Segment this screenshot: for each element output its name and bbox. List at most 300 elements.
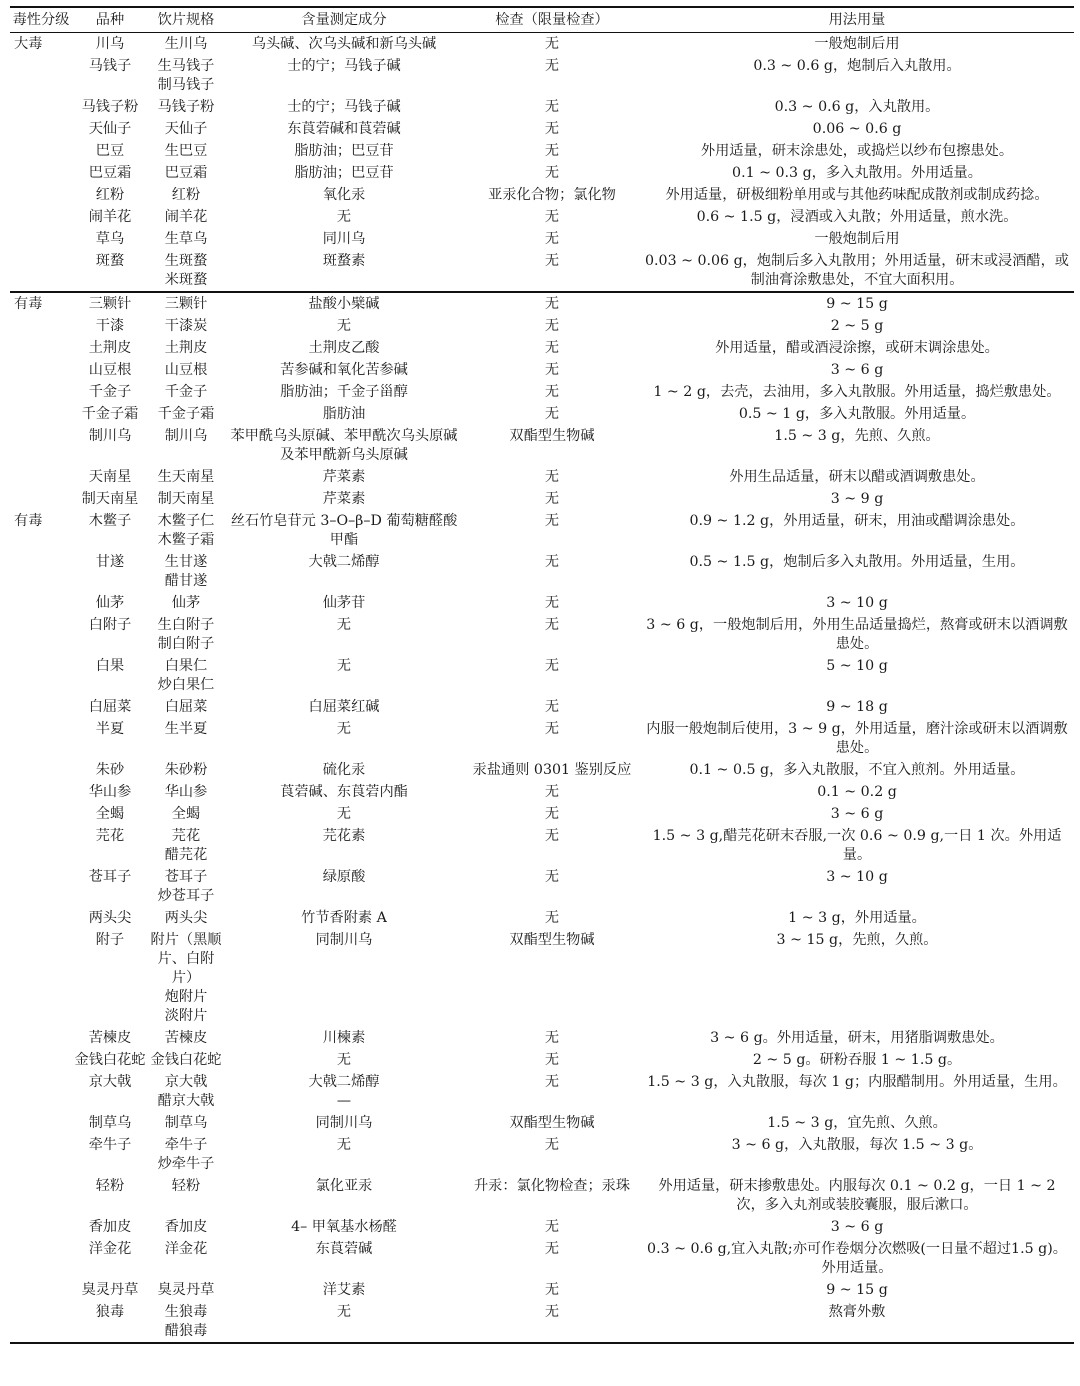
cell-slice-spec <box>148 359 224 381</box>
cell-variety: 甘遂 <box>95 554 125 570</box>
cell-slice-spec <box>148 292 224 315</box>
cell-slice-spec <box>148 866 224 907</box>
cell-content-assay: 氧化汞 <box>322 187 366 203</box>
table-row <box>10 359 1074 381</box>
cell-toxicity <box>10 381 72 403</box>
cell-limit-check: 双酯型生物碱 <box>509 932 595 948</box>
cell-content-assay: 绿原酸 <box>322 869 366 885</box>
cell-slice-spec <box>148 759 224 781</box>
table-row <box>10 488 1074 510</box>
cell-slice-spec <box>148 1301 224 1343</box>
cell-toxicity: 有毒 <box>14 296 43 312</box>
slice-spec-item: 洋金花 <box>164 1241 208 1257</box>
slice-spec-item: 生半夏 <box>164 721 208 737</box>
cell-slice-spec <box>148 696 224 718</box>
cell-limit-check: 无 <box>544 165 560 181</box>
slice-spec-item: 华山参 <box>164 784 208 800</box>
cell-slice-spec <box>148 184 224 206</box>
slice-spec-item: 炮附片 <box>164 989 208 1005</box>
cell-content-assay: 无 <box>336 209 352 225</box>
cell-limit-check: 无 <box>544 658 560 674</box>
slice-spec-item: 生川乌 <box>164 36 208 52</box>
slice-spec-item: 土荆皮 <box>164 340 208 356</box>
cell-content-assay: 芫花素 <box>322 828 366 844</box>
slice-spec-item: 红粉 <box>171 187 201 203</box>
cell-variety: 华山参 <box>88 784 132 800</box>
cell-usage-dosage: 0.5 ~ 1.5 g，炮制后多入丸散用。外用适量，生用。 <box>689 554 1025 570</box>
cell-content-assay: 硫化汞 <box>322 762 366 778</box>
cell-variety: 巴豆霜 <box>88 165 132 181</box>
cell-usage-dosage: 0.9 ~ 1.2 g，外用适量，研末，用油或醋调涂患处。 <box>689 513 1025 529</box>
cell-usage-dosage: 3 ~ 9 g <box>830 491 884 507</box>
cell-toxicity <box>10 614 72 655</box>
slice-spec-item: 附片（黑顺片、白附片） <box>150 932 222 986</box>
slice-spec-item: 生巴豆 <box>164 143 208 159</box>
cell-limit-check: 无 <box>544 121 560 137</box>
slice-spec-item: 山豆根 <box>164 362 208 378</box>
cell-slice-spec <box>148 1112 224 1134</box>
cell-variety: 附子 <box>95 932 125 948</box>
cell-slice-spec <box>148 1238 224 1279</box>
cell-variety: 全蝎 <box>95 806 125 822</box>
cell-limit-check: 无 <box>544 1282 560 1298</box>
table-row <box>10 425 1074 466</box>
cell-slice-spec <box>148 592 224 614</box>
cell-slice-spec <box>148 825 224 866</box>
cell-slice-spec <box>148 803 224 825</box>
slice-spec-item: 香加皮 <box>164 1219 208 1235</box>
cell-limit-check: 无 <box>544 406 560 422</box>
cell-variety: 白果 <box>95 658 125 674</box>
cell-limit-check: 无 <box>544 554 560 570</box>
table-row <box>10 1216 1074 1238</box>
cell-variety: 巴豆 <box>95 143 125 159</box>
slice-spec-item: 天仙子 <box>164 121 208 137</box>
slice-spec-item: 生天南星 <box>157 469 215 485</box>
table-row <box>10 592 1074 614</box>
table-row <box>10 614 1074 655</box>
cell-usage-dosage: 2 ~ 5 g。研粉吞服 1 ~ 1.5 g。 <box>752 1052 962 1068</box>
cell-content-assay: 无 <box>336 1304 352 1320</box>
cell-variety: 半夏 <box>95 721 125 737</box>
slice-spec-item: 生斑蝥 <box>164 253 208 269</box>
header-limit-check: 检查（限量检查） <box>495 11 609 28</box>
cell-content-assay: 士的宁；马钱子碱 <box>287 58 401 74</box>
cell-usage-dosage: 0.03 ~ 0.06 g，炮制后多入丸散用；外用适量，研末或浸酒醋，或制油膏涂敷患处，不宜大面积用。 <box>645 253 1069 288</box>
cell-usage-dosage: 内服一般炮制后使用，3 ~ 9 g，外用适量，磨汁涂或研末以酒调敷患处。 <box>646 721 1068 756</box>
table-row <box>10 1049 1074 1071</box>
cell-content-assay: 无 <box>336 721 352 737</box>
table-row <box>10 510 1074 551</box>
cell-limit-check: 无 <box>544 1304 560 1320</box>
cell-slice-spec <box>148 118 224 140</box>
slice-spec-item: 仙茅 <box>171 595 201 611</box>
cell-slice-spec <box>148 425 224 466</box>
slice-spec-item: 苦楝皮 <box>164 1030 208 1046</box>
slice-spec-item: 三颗针 <box>164 296 208 312</box>
cell-usage-dosage: 0.06 ~ 0.6 g <box>812 121 902 137</box>
cell-toxicity <box>10 315 72 337</box>
slice-spec-item: 金钱白花蛇 <box>150 1052 222 1068</box>
cell-variety: 川乌 <box>95 36 125 52</box>
cell-toxicity <box>10 718 72 759</box>
cell-usage-dosage: 外用生品适量，研末以醋或酒调敷患处。 <box>729 469 985 485</box>
cell-slice-spec <box>148 929 224 1027</box>
table-body <box>10 33 1074 1344</box>
cell-usage-dosage: 一般炮制后用 <box>814 36 900 52</box>
cell-toxicity <box>10 55 72 96</box>
cell-limit-check: 无 <box>544 99 560 115</box>
cell-limit-check: 无 <box>544 231 560 247</box>
cell-variety: 白附子 <box>88 617 132 633</box>
cell-slice-spec <box>148 33 224 56</box>
cell-toxicity: 大毒 <box>14 36 43 52</box>
cell-content-assay: 士的宁；马钱子碱 <box>287 99 401 115</box>
cell-variety: 金钱白花蛇 <box>74 1052 146 1068</box>
cell-content-assay: 土荆皮乙酸 <box>308 340 380 356</box>
table-row <box>10 551 1074 592</box>
slice-spec-item: 两头尖 <box>164 910 208 926</box>
cell-variety: 草乌 <box>95 231 125 247</box>
table-row <box>10 1027 1074 1049</box>
cell-usage-dosage: 0.6 ~ 1.5 g，浸酒或入丸散；外用适量，煎水洗。 <box>696 209 1018 225</box>
cell-limit-check: 无 <box>544 721 560 737</box>
slice-spec-item: 巴豆霜 <box>164 165 208 181</box>
cell-content-assay: 洋艾素 <box>322 1282 366 1298</box>
table-row <box>10 1238 1074 1279</box>
table-row <box>10 1134 1074 1175</box>
table-row <box>10 184 1074 206</box>
cell-slice-spec <box>148 228 224 250</box>
slice-spec-item: 京大戟 <box>164 1074 208 1090</box>
cell-content-assay: 无 <box>336 806 352 822</box>
slice-spec-item: 醋狼毒 <box>164 1323 208 1339</box>
cell-limit-check: 无 <box>544 491 560 507</box>
cell-variety: 臭灵丹草 <box>81 1282 139 1298</box>
cell-usage-dosage: 2 ~ 5 g <box>830 318 884 334</box>
cell-toxicity <box>10 250 72 292</box>
cell-variety: 天南星 <box>88 469 132 485</box>
cell-usage-dosage: 1.5 ~ 3 g，宜先煎、久煎。 <box>767 1115 947 1131</box>
slice-spec-item: 制川乌 <box>164 428 208 444</box>
cell-variety: 干漆 <box>95 318 125 334</box>
cell-limit-check: 无 <box>544 209 560 225</box>
cell-content-assay: 芹菜素 <box>322 469 366 485</box>
table-row <box>10 1071 1074 1112</box>
table-header-row <box>10 7 1074 33</box>
cell-content-assay: 同制川乌 <box>315 932 373 948</box>
slice-spec-item: 臭灵丹草 <box>157 1282 215 1298</box>
slice-spec-item: 芫花 <box>171 828 201 844</box>
cell-usage-dosage: 1 ~ 2 g，去壳，去油用，多入丸散服。外用适量，捣烂敷患处。 <box>653 384 1061 400</box>
table-row <box>10 907 1074 929</box>
cell-content-assay: 乌头碱、次乌头碱和新乌头碱 <box>251 36 437 52</box>
cell-usage-dosage: 0.1 ~ 0.5 g，多入丸散服，不宜入煎剂。外用适量。 <box>689 762 1025 778</box>
cell-variety: 苦楝皮 <box>88 1030 132 1046</box>
cell-limit-check: 无 <box>544 595 560 611</box>
table-row <box>10 250 1074 292</box>
slice-spec-item: 生草乌 <box>164 231 208 247</box>
table-row <box>10 315 1074 337</box>
slice-spec-item: 炒牵牛子 <box>157 1156 215 1172</box>
slice-spec-item: 制马钱子 <box>157 77 215 93</box>
table-row <box>10 759 1074 781</box>
toxic-herbs-table <box>10 6 1074 1344</box>
cell-limit-check: 双酯型生物碱 <box>509 428 595 444</box>
cell-content-assay: 氯化亚汞 <box>315 1178 373 1194</box>
table-row <box>10 1112 1074 1134</box>
cell-variety: 千金子霜 <box>81 406 139 422</box>
slice-spec-item: 醋芫花 <box>164 847 208 863</box>
cell-usage-dosage: 1.5 ~ 3 g,醋芫花研末吞服,一次 0.6 ~ 0.9 g,一日 1 次。外用适量。 <box>652 828 1062 863</box>
cell-usage-dosage: 3 ~ 15 g，先煎，久煎。 <box>776 932 938 948</box>
cell-usage-dosage: 5 ~ 10 g <box>826 658 888 674</box>
cell-content-assay: 无 <box>336 318 352 334</box>
cell-limit-check: 无 <box>544 910 560 926</box>
slice-spec-item: 木鳖子仁 <box>157 513 215 529</box>
cell-variety: 天仙子 <box>88 121 132 137</box>
cell-limit-check: 无 <box>544 143 560 159</box>
table-row <box>10 803 1074 825</box>
cell-limit-check: 无 <box>544 340 560 356</box>
cell-variety: 斑蝥 <box>95 253 125 269</box>
cell-limit-check: 无 <box>544 253 560 269</box>
cell-limit-check: 无 <box>544 617 560 633</box>
cell-toxicity <box>10 1134 72 1175</box>
cell-slice-spec <box>148 250 224 292</box>
cell-toxicity <box>10 466 72 488</box>
cell-variety: 马钱子粉 <box>81 99 139 115</box>
cell-usage-dosage: 1 ~ 3 g，外用适量。 <box>788 910 926 926</box>
slice-spec-item: 制白附子 <box>157 636 215 652</box>
slice-spec-item: 醋甘遂 <box>164 573 208 589</box>
table-row <box>10 228 1074 250</box>
cell-usage-dosage: 外用适量，研极细粉单用或与其他药味配成散剂或制成药捻。 <box>665 187 1049 203</box>
cell-content-assay: 同川乌 <box>322 231 366 247</box>
cell-variety: 香加皮 <box>88 1219 132 1235</box>
cell-toxicity <box>10 425 72 466</box>
cell-usage-dosage: 9 ~ 15 g <box>826 1282 888 1298</box>
slice-spec-item: 苍耳子 <box>164 869 208 885</box>
cell-toxicity <box>10 1279 72 1301</box>
cell-toxicity <box>10 1216 72 1238</box>
slice-spec-item: 牵牛子 <box>164 1137 208 1153</box>
slice-spec-item: 朱砂粉 <box>164 762 208 778</box>
toxic-herbs-table-page <box>10 6 1074 1344</box>
cell-usage-dosage: 外用适量，醋或酒浸涂擦，或研末调涂患处。 <box>715 340 999 356</box>
cell-toxicity <box>10 228 72 250</box>
slice-spec-item: 米斑蝥 <box>164 272 208 288</box>
cell-limit-check: 无 <box>544 1074 560 1090</box>
cell-toxicity <box>10 118 72 140</box>
table-row <box>10 140 1074 162</box>
cell-toxicity <box>10 696 72 718</box>
table-row <box>10 1301 1074 1343</box>
cell-variety: 制草乌 <box>88 1115 132 1131</box>
slice-spec-item: 生甘遂 <box>164 554 208 570</box>
cell-variety: 仙茅 <box>95 595 125 611</box>
table-row <box>10 781 1074 803</box>
cell-limit-check: 无 <box>544 362 560 378</box>
cell-variety: 闹羊花 <box>88 209 132 225</box>
cell-content-assay: 仙茅苷 <box>322 595 366 611</box>
cell-usage-dosage: 9 ~ 15 g <box>826 296 888 312</box>
cell-slice-spec <box>148 551 224 592</box>
cell-variety: 红粉 <box>95 187 125 203</box>
table-row <box>10 929 1074 1027</box>
cell-slice-spec <box>148 781 224 803</box>
cell-slice-spec <box>148 1279 224 1301</box>
table-row <box>10 206 1074 228</box>
cell-limit-check: 双酯型生物碱 <box>509 1115 595 1131</box>
cell-limit-check: 无 <box>544 1241 560 1257</box>
slice-spec-item: 木鳖子霜 <box>157 532 215 548</box>
slice-spec-item: 千金子霜 <box>157 406 215 422</box>
cell-variety: 狼毒 <box>95 1304 125 1320</box>
slice-spec-item: 轻粉 <box>171 1178 201 1194</box>
cell-limit-check: 无 <box>544 513 560 529</box>
cell-slice-spec <box>148 337 224 359</box>
slice-spec-item: 全蝎 <box>171 806 201 822</box>
cell-toxicity <box>10 1301 72 1343</box>
table-row <box>10 337 1074 359</box>
cell-usage-dosage: 3 ~ 6 g。外用适量，研末，用猪脂调敷患处。 <box>710 1030 1004 1046</box>
slice-spec-item: 干漆炭 <box>164 318 208 334</box>
cell-content-assay: 脂肪油；巴豆苷 <box>294 143 394 159</box>
cell-toxicity <box>10 1049 72 1071</box>
cell-content-assay: 无 <box>336 1052 352 1068</box>
cell-usage-dosage: 3 ~ 6 g，一般炮制后用，外用生品适量捣烂，熬膏或研末以酒调敷患处。 <box>646 617 1068 652</box>
cell-slice-spec <box>148 315 224 337</box>
cell-slice-spec <box>148 907 224 929</box>
cell-slice-spec <box>148 488 224 510</box>
cell-slice-spec <box>148 1175 224 1216</box>
cell-toxicity <box>10 162 72 184</box>
cell-toxicity <box>10 825 72 866</box>
cell-content-assay: 无 <box>336 658 352 674</box>
cell-variety: 洋金花 <box>88 1241 132 1257</box>
cell-toxicity <box>10 96 72 118</box>
table-row <box>10 1175 1074 1216</box>
cell-slice-spec <box>148 55 224 96</box>
cell-toxicity <box>10 803 72 825</box>
cell-limit-check: 无 <box>544 384 560 400</box>
table-row <box>10 96 1074 118</box>
table-row <box>10 292 1074 315</box>
cell-variety: 木鳖子 <box>88 513 132 529</box>
cell-slice-spec <box>148 1134 224 1175</box>
cell-variety: 芫花 <box>95 828 125 844</box>
header-variety: 品种 <box>95 11 125 28</box>
slice-spec-item: 闹羊花 <box>164 209 208 225</box>
cell-usage-dosage: 3 ~ 6 g <box>830 1219 884 1235</box>
cell-usage-dosage: 外用适量，研末涂患处，或捣烂以纱布包擦患处。 <box>700 143 1014 159</box>
cell-variety: 牵牛子 <box>88 1137 132 1153</box>
cell-limit-check: 无 <box>544 1052 560 1068</box>
cell-usage-dosage: 一般炮制后用 <box>814 231 900 247</box>
slice-spec-item: 制天南星 <box>157 491 215 507</box>
cell-variety: 山豆根 <box>88 362 132 378</box>
cell-limit-check: 无 <box>544 296 560 312</box>
cell-limit-check: 亚汞化合物；氯化物 <box>488 187 616 203</box>
cell-content-assay: 脂肪油；千金子甾醇 <box>280 384 408 400</box>
cell-toxicity <box>10 1071 72 1112</box>
cell-limit-check: 无 <box>544 36 560 52</box>
cell-slice-spec <box>148 718 224 759</box>
cell-slice-spec <box>148 96 224 118</box>
cell-toxicity <box>10 551 72 592</box>
table-row <box>10 1279 1074 1301</box>
cell-toxicity <box>10 184 72 206</box>
cell-variety: 马钱子 <box>88 58 132 74</box>
header-usage-dosage: 用法用量 <box>828 11 886 28</box>
cell-slice-spec <box>148 1216 224 1238</box>
cell-content-assay: 斑蝥素 <box>322 253 366 269</box>
cell-toxicity <box>10 488 72 510</box>
cell-toxicity <box>10 1238 72 1279</box>
cell-limit-check: 无 <box>544 784 560 800</box>
table-row <box>10 33 1074 56</box>
cell-content-assay: 芹菜素 <box>322 491 366 507</box>
cell-toxicity <box>10 1112 72 1134</box>
cell-usage-dosage: 3 ~ 10 g <box>826 595 888 611</box>
table-row <box>10 696 1074 718</box>
table-row <box>10 718 1074 759</box>
cell-slice-spec <box>148 162 224 184</box>
cell-variety: 轻粉 <box>95 1178 125 1194</box>
cell-slice-spec <box>148 1027 224 1049</box>
cell-limit-check: 无 <box>544 806 560 822</box>
cell-usage-dosage: 3 ~ 6 g <box>830 806 884 822</box>
cell-slice-spec <box>148 510 224 551</box>
cell-toxicity <box>10 206 72 228</box>
cell-content-assay: 莨菪碱、东莨菪内酯 <box>280 784 408 800</box>
header-content-assay: 含量测定成分 <box>301 11 387 28</box>
cell-toxicity <box>10 403 72 425</box>
cell-variety: 朱砂 <box>95 762 125 778</box>
cell-content-assay: 脂肪油 <box>322 406 366 422</box>
cell-usage-dosage: 0.1 ~ 0.2 g <box>817 784 897 800</box>
cell-content-assay: 同制川乌 <box>315 1115 373 1131</box>
cell-limit-check: 无 <box>544 1137 560 1153</box>
cell-content-assay: 4– 甲氧基水杨醛 <box>291 1219 397 1235</box>
cell-usage-dosage: 1.5 ~ 3 g，入丸散服，每次 1 g；内服醋制用。外用适量，生用。 <box>647 1074 1067 1090</box>
cell-toxicity <box>10 359 72 381</box>
cell-content-assay: 苦参碱和氧化苦参碱 <box>280 362 408 378</box>
table-row <box>10 825 1074 866</box>
cell-toxicity <box>10 337 72 359</box>
cell-content-assay: 无 <box>336 1137 352 1153</box>
cell-content-assay: 东莨菪碱和莨菪碱 <box>287 121 401 137</box>
cell-limit-check: 无 <box>544 699 560 715</box>
cell-usage-dosage: 外用适量，研末掺敷患处。内服每次 0.1 ~ 0.2 g，一日 1 ~ 2 次，多入丸剂或装胶囊服，服后漱口。 <box>658 1178 1056 1213</box>
slice-spec-item: 醋京大戟 <box>157 1093 215 1109</box>
cell-slice-spec <box>148 1071 224 1112</box>
cell-toxicity <box>10 929 72 1027</box>
cell-content-assay: 东莨菪碱 <box>315 1241 373 1257</box>
cell-usage-dosage: 3 ~ 6 g，入丸散服，每次 1.5 ~ 3 g。 <box>731 1137 983 1153</box>
cell-limit-check: 升汞：氯化物检查；汞珠 <box>473 1178 631 1194</box>
cell-variety: 白屈菜 <box>88 699 132 715</box>
cell-usage-dosage: 0.3 ~ 0.6 g,宜入丸散;亦可作卷烟分次燃吸(一日量不超过1.5 g)。外用适量。 <box>647 1241 1067 1276</box>
cell-content-assay: 大戟二烯醇 <box>308 554 380 570</box>
cell-content-assay: 脂肪油；巴豆苷 <box>294 165 394 181</box>
cell-toxicity <box>10 140 72 162</box>
cell-variety: 两头尖 <box>88 910 132 926</box>
cell-usage-dosage: 3 ~ 10 g <box>826 869 888 885</box>
cell-slice-spec <box>148 466 224 488</box>
cell-limit-check: 无 <box>544 469 560 485</box>
